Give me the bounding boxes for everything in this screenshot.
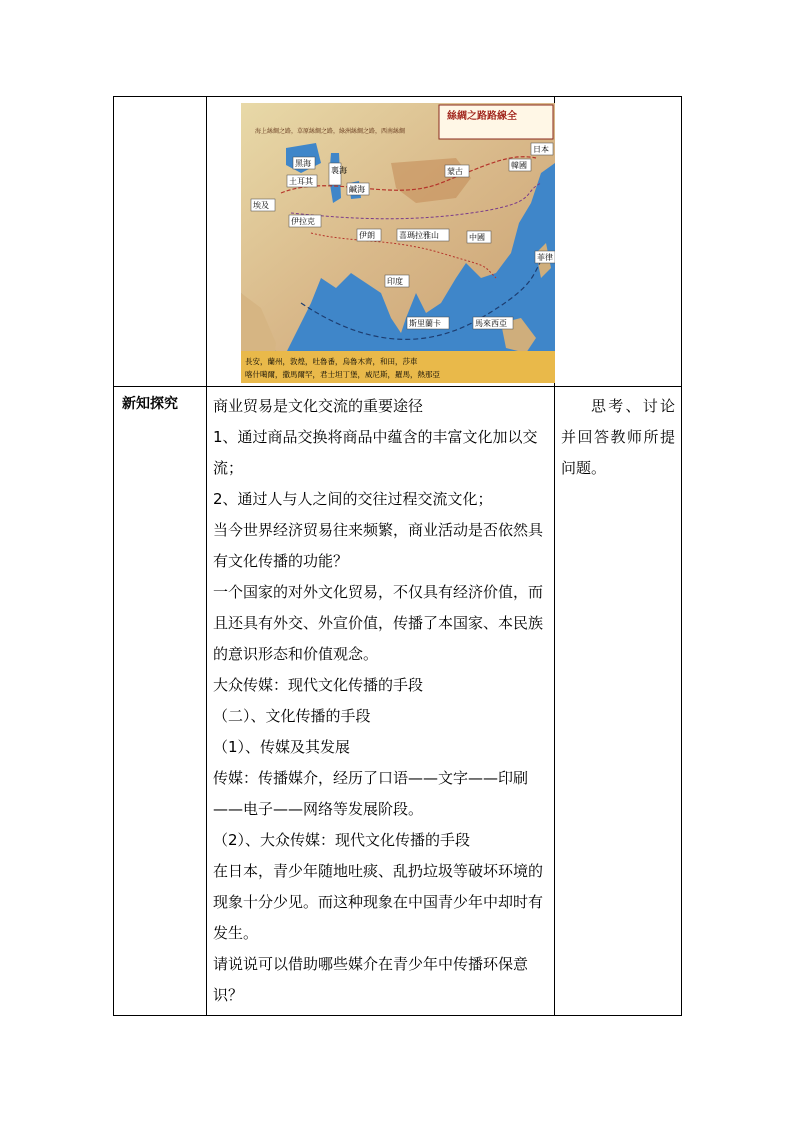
content-paragraph: 商业贸易是文化交流的重要途径	[213, 397, 424, 415]
silk-road-map-image	[241, 103, 555, 383]
map-place-label: 日本	[533, 145, 549, 154]
content-paragraph: （1）、传媒及其发展	[213, 738, 351, 756]
student-activity-text: 思考、讨论并回答教师所提问题。	[561, 397, 675, 477]
map-row	[114, 97, 682, 387]
content-paragraph: 当今世界经济贸易往来频繁，商业活动是否依然具有文化传播的功能？	[213, 521, 544, 570]
content-cell	[207, 387, 555, 1016]
map-cell	[207, 97, 555, 387]
empty-side-cell	[555, 97, 682, 387]
lesson-table	[113, 96, 682, 1016]
section-label: 新知探究	[122, 396, 178, 412]
map-place-label: 伊拉克	[291, 217, 315, 226]
map-legend: 海上絲綢之路，草原絲綢之路，綠洲絲綢之路，西南絲綢	[255, 128, 406, 135]
content-paragraph: （二）、文化传播的手段	[213, 707, 371, 725]
map-place-label: 鹹海	[349, 185, 365, 194]
map-place-label: 韓國	[511, 161, 527, 170]
map-place-label: 中國	[469, 233, 485, 242]
content-paragraph: 大众传媒：现代文化传播的手段	[213, 676, 424, 694]
map-title: 絲綢之路路線全	[447, 111, 517, 122]
map-place-label: 馬來西亞	[475, 319, 507, 328]
map-place-label: 斯里蘭卡	[409, 319, 441, 328]
map-caption-line2: 喀什噶爾，撒馬爾罕，君士坦丁堡，威尼斯，羅馬，熱那亞	[245, 370, 440, 379]
map-place-label: 土耳其	[289, 177, 313, 186]
map-place-label: 黑海	[295, 159, 311, 168]
content-paragraph: （2）、大众传媒：现代文化传播的手段	[213, 831, 471, 849]
empty-label-cell	[114, 97, 207, 387]
map-place-label: 蒙古	[447, 167, 463, 176]
map-place-label: 裏海	[331, 166, 347, 175]
map-caption-line1: 長安，蘭州，敦煌，吐魯番，烏魯木齊，和田，莎車	[245, 357, 418, 366]
content-paragraph: 请说说可以借助哪些媒介在青少年中传播环保意识？	[213, 955, 529, 1004]
student-activity-cell	[555, 387, 682, 1016]
map-place-label: 印度	[387, 277, 403, 286]
content-row	[114, 387, 682, 1016]
silk-road-map	[241, 103, 555, 383]
content-paragraph: 在日本，青少年随地吐痰、乱扔垃圾等破坏环境的现象十分少见。而这种现象在中国青少年中却时有发生。	[213, 862, 544, 942]
content-paragraph: 1、通过商品交换将商品中蕴含的丰富文化加以交流；	[213, 428, 538, 477]
content-paragraph: 一个国家的对外文化贸易，不仅具有经济价值，而且还具有外交、外宣价值，传播了本国家、本民族的意识形态和价值观念。	[213, 583, 544, 663]
content-paragraph: 2、通过人与人之间的交往过程交流文化；	[213, 490, 493, 508]
map-place-label: 菲律	[537, 253, 553, 262]
map-place-label: 喜瑪拉雅山	[399, 231, 439, 240]
map-place-label: 埃及	[253, 201, 269, 210]
content-paragraph: 传媒：传播媒介，经历了口语——文字——印刷——电子——网络等发展阶段。	[213, 769, 529, 818]
map-place-label: 伊朗	[359, 231, 375, 240]
section-label-cell	[114, 387, 207, 1016]
